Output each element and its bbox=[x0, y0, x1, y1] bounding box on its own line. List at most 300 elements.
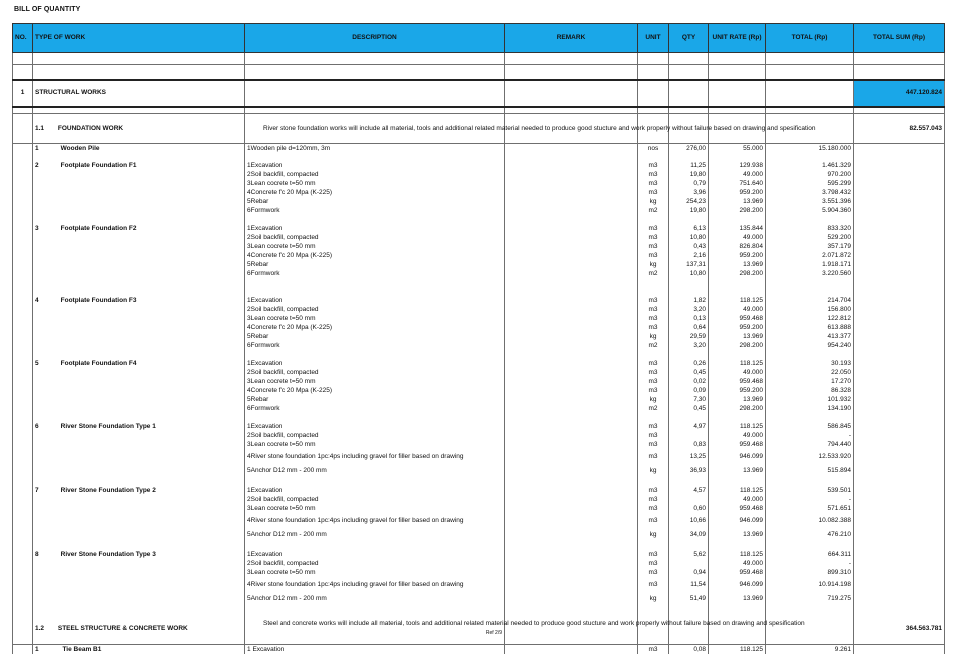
line-unit: m3 bbox=[638, 514, 669, 528]
line-qty: 3,20 bbox=[669, 342, 709, 351]
line-item-row bbox=[13, 378, 945, 387]
line-total: 613.888 bbox=[766, 324, 854, 333]
line-no: 3 bbox=[247, 243, 251, 251]
line-qty bbox=[669, 560, 709, 569]
line-unit: m3 bbox=[638, 171, 669, 180]
line-description bbox=[245, 243, 505, 252]
line-item-row bbox=[13, 592, 945, 606]
line-total: 134.190 bbox=[766, 405, 854, 414]
line-rate: 13.969 bbox=[709, 464, 766, 478]
section-title: STRUCTURAL WORKS bbox=[33, 80, 245, 107]
line-item-row bbox=[13, 369, 945, 378]
line-rate: 118.125 bbox=[709, 487, 766, 496]
line-item-row bbox=[13, 569, 945, 578]
line-rate: 129.938 bbox=[709, 162, 766, 171]
line-text: River stone foundation 1pc:4ps including gravel for filler based on drawing bbox=[250, 516, 464, 524]
line-item-row bbox=[13, 450, 945, 464]
line-rate: 959.200 bbox=[709, 189, 766, 198]
subsection-no: 1.2 bbox=[35, 624, 45, 632]
line-no: 5 bbox=[247, 261, 251, 269]
line-item-row bbox=[13, 225, 945, 234]
blank-row bbox=[13, 414, 945, 423]
line-text: Lean cocrete t=50 mm bbox=[250, 315, 316, 323]
line-qty: 51,49 bbox=[669, 592, 709, 606]
item-heading bbox=[33, 450, 245, 464]
line-no: 1 bbox=[247, 225, 251, 233]
line-description bbox=[245, 560, 505, 569]
line-no: 2 bbox=[247, 306, 251, 314]
line-no: 5 bbox=[247, 333, 251, 341]
blank-row bbox=[13, 216, 945, 225]
line-no: 1 bbox=[247, 645, 251, 653]
item-heading bbox=[33, 243, 245, 252]
subsection-heading bbox=[33, 613, 245, 645]
line-rate: 13.969 bbox=[709, 333, 766, 342]
line-qty: 0,26 bbox=[669, 360, 709, 369]
line-rate: 118.125 bbox=[709, 423, 766, 432]
line-text: Excavation bbox=[250, 360, 283, 368]
line-no: 2 bbox=[247, 171, 251, 179]
line-description bbox=[245, 360, 505, 369]
item-heading bbox=[33, 180, 245, 189]
item-heading bbox=[33, 505, 245, 514]
item-heading bbox=[33, 387, 245, 396]
line-item-row bbox=[13, 189, 945, 198]
line-rate: 118.125 bbox=[709, 297, 766, 306]
item-heading bbox=[33, 270, 245, 279]
line-qty: 3,20 bbox=[669, 306, 709, 315]
line-total: 970.200 bbox=[766, 171, 854, 180]
subsection-no: 1.1 bbox=[35, 124, 45, 132]
item-heading bbox=[33, 306, 245, 315]
line-no: 2 bbox=[247, 432, 251, 440]
item-heading bbox=[33, 198, 245, 207]
line-unit: m2 bbox=[638, 270, 669, 279]
document-title: BILL OF QUANTITY bbox=[14, 6, 81, 13]
line-rate: 13.969 bbox=[709, 198, 766, 207]
line-text: Excavation bbox=[250, 297, 283, 305]
line-total: 156.800 bbox=[766, 306, 854, 315]
line-rate: 959.200 bbox=[709, 252, 766, 261]
line-item-row bbox=[13, 578, 945, 592]
line-total: 15.180.000 bbox=[766, 144, 854, 153]
line-no: 1 bbox=[247, 144, 251, 152]
subsection-description bbox=[245, 613, 805, 645]
line-no: 5 bbox=[247, 198, 251, 206]
line-total: 954.240 bbox=[766, 342, 854, 351]
line-description bbox=[245, 315, 505, 324]
line-total: 17.270 bbox=[766, 378, 854, 387]
line-item-row bbox=[13, 342, 945, 351]
line-unit: m3 bbox=[638, 369, 669, 378]
line-text: Anchor D12 mm - 200 mm bbox=[250, 466, 327, 474]
item-heading bbox=[33, 396, 245, 405]
line-description bbox=[245, 333, 505, 342]
item-title: Footplate Foundation F2 bbox=[60, 225, 137, 233]
line-total: 899.310 bbox=[766, 569, 854, 578]
line-no: 1 bbox=[247, 360, 251, 368]
line-text: Soil backfill, compacted bbox=[250, 560, 319, 568]
line-rate: 826.804 bbox=[709, 243, 766, 252]
line-rate: 959.468 bbox=[709, 441, 766, 450]
line-description bbox=[245, 261, 505, 270]
header-remark: REMARK bbox=[505, 24, 638, 53]
line-qty: 0,43 bbox=[669, 243, 709, 252]
line-total: 86.328 bbox=[766, 387, 854, 396]
line-item-row bbox=[13, 162, 945, 171]
line-item-row bbox=[13, 333, 945, 342]
line-text: Rebar bbox=[250, 396, 269, 404]
item-no: 1 bbox=[35, 144, 39, 152]
line-description bbox=[245, 324, 505, 333]
line-unit: m3 bbox=[638, 297, 669, 306]
line-text: Lean cocrete t=50 mm bbox=[250, 441, 316, 449]
line-unit: m3 bbox=[638, 432, 669, 441]
header-type-of-work: TYPE OF WORK bbox=[33, 24, 245, 53]
item-no: 5 bbox=[35, 360, 39, 368]
line-description bbox=[245, 378, 505, 387]
line-text: Soil backfill, compacted bbox=[250, 234, 319, 242]
line-qty: 29,59 bbox=[669, 333, 709, 342]
line-total: 10.082.388 bbox=[766, 514, 854, 528]
line-no: 1 bbox=[247, 487, 251, 495]
line-qty: 254,23 bbox=[669, 198, 709, 207]
line-no: 1 bbox=[247, 551, 251, 559]
line-item-row bbox=[13, 270, 945, 279]
line-no: 4 bbox=[247, 580, 251, 588]
line-unit: m2 bbox=[638, 342, 669, 351]
line-no: 5 bbox=[247, 396, 251, 404]
blank-row bbox=[13, 279, 945, 288]
item-heading bbox=[33, 171, 245, 180]
line-description bbox=[245, 645, 505, 654]
line-total: 122.812 bbox=[766, 315, 854, 324]
line-qty: 137,31 bbox=[669, 261, 709, 270]
line-rate: 55.000 bbox=[709, 144, 766, 153]
line-unit: m3 bbox=[638, 180, 669, 189]
item-no: 6 bbox=[35, 423, 39, 431]
section-row bbox=[13, 80, 945, 107]
line-no: 3 bbox=[247, 180, 251, 188]
item-heading bbox=[33, 297, 245, 306]
line-qty: 0,60 bbox=[669, 505, 709, 514]
line-item-row bbox=[13, 297, 945, 306]
line-unit: m3 bbox=[638, 234, 669, 243]
line-qty: 0,08 bbox=[669, 645, 709, 654]
line-description bbox=[245, 528, 505, 542]
item-title: River Stone Foundation Type 2 bbox=[60, 487, 156, 495]
line-unit: kg bbox=[638, 528, 669, 542]
line-total: 476.210 bbox=[766, 528, 854, 542]
line-text: Soil backfill, compacted bbox=[250, 171, 319, 179]
line-qty: 19,80 bbox=[669, 207, 709, 216]
header-no: NO. bbox=[13, 24, 33, 53]
line-text: Formwork bbox=[250, 270, 280, 278]
line-rate: 118.125 bbox=[709, 645, 766, 654]
line-qty: 3,96 bbox=[669, 189, 709, 198]
line-unit: m3 bbox=[638, 315, 669, 324]
line-unit: m3 bbox=[638, 505, 669, 514]
item-heading bbox=[33, 369, 245, 378]
line-rate: 959.468 bbox=[709, 569, 766, 578]
line-description bbox=[245, 207, 505, 216]
line-rate: 959.200 bbox=[709, 387, 766, 396]
item-heading bbox=[33, 261, 245, 270]
subsection-description: River stone foundation works will include all material, tools and additional related material needed to produce good stucture and work properly without failure based on drawing and spesification bbox=[245, 114, 505, 144]
line-qty: 2,16 bbox=[669, 252, 709, 261]
line-qty: 0,79 bbox=[669, 180, 709, 189]
line-text: Formwork bbox=[250, 342, 280, 350]
line-item-row bbox=[13, 496, 945, 505]
line-total: 1.461.329 bbox=[766, 162, 854, 171]
line-no: 5 bbox=[247, 594, 251, 602]
line-unit: m3 bbox=[638, 252, 669, 261]
item-heading bbox=[33, 487, 245, 496]
line-qty: 4,97 bbox=[669, 423, 709, 432]
line-total: 833.320 bbox=[766, 225, 854, 234]
line-unit: m3 bbox=[638, 423, 669, 432]
line-no: 1 bbox=[247, 297, 251, 305]
line-description bbox=[245, 450, 505, 464]
header-total: TOTAL (Rp) bbox=[766, 24, 854, 53]
line-text: Soil backfill, compacted bbox=[250, 496, 319, 504]
line-qty: 10,80 bbox=[669, 234, 709, 243]
line-description bbox=[245, 270, 505, 279]
line-total: 12.533.920 bbox=[766, 450, 854, 464]
line-description bbox=[245, 505, 505, 514]
item-no: 1 bbox=[35, 645, 39, 653]
line-description bbox=[245, 441, 505, 450]
line-text: Excavation bbox=[250, 423, 283, 431]
line-text: Lean cocrete t=50 mm bbox=[250, 243, 316, 251]
line-qty: 5,62 bbox=[669, 551, 709, 560]
line-total: 664.311 bbox=[766, 551, 854, 560]
line-unit: nos bbox=[638, 144, 669, 153]
line-no: 2 bbox=[247, 496, 251, 504]
line-unit: m3 bbox=[638, 441, 669, 450]
line-unit: m3 bbox=[638, 450, 669, 464]
line-description bbox=[245, 180, 505, 189]
line-item-row bbox=[13, 432, 945, 441]
line-no: 2 bbox=[247, 369, 251, 377]
line-description bbox=[245, 234, 505, 243]
section-total-sum: 447.120.824 bbox=[854, 80, 945, 107]
header-description: DESCRIPTION bbox=[245, 24, 505, 53]
line-total: 3.551.396 bbox=[766, 198, 854, 207]
line-total: - bbox=[766, 560, 854, 569]
line-qty: 0,83 bbox=[669, 441, 709, 450]
line-text: Concrete f'c 20 Mpa (K-225) bbox=[250, 324, 333, 332]
line-text: Excavation bbox=[252, 645, 285, 653]
line-item-row bbox=[13, 514, 945, 528]
item-heading bbox=[33, 645, 245, 654]
line-item-row bbox=[13, 252, 945, 261]
line-text: Concrete f'c 20 Mpa (K-225) bbox=[250, 252, 333, 260]
line-total: 5.904.360 bbox=[766, 207, 854, 216]
item-title: Footplate Foundation F1 bbox=[60, 162, 137, 170]
item-heading bbox=[33, 551, 245, 560]
line-unit: m3 bbox=[638, 162, 669, 171]
subsection-row bbox=[13, 114, 945, 144]
line-total: 22.050 bbox=[766, 369, 854, 378]
line-description bbox=[245, 144, 505, 153]
subsection-total-sum: 364.563.781 bbox=[854, 613, 945, 645]
line-total: 539.501 bbox=[766, 487, 854, 496]
line-text: Concrete f'c 20 Mpa (K-225) bbox=[250, 189, 333, 197]
item-heading bbox=[33, 592, 245, 606]
line-text: Excavation bbox=[250, 487, 283, 495]
line-description bbox=[245, 252, 505, 261]
line-item-row bbox=[13, 234, 945, 243]
line-description bbox=[245, 569, 505, 578]
line-unit: m3 bbox=[638, 560, 669, 569]
line-total: 2.071.872 bbox=[766, 252, 854, 261]
line-no: 3 bbox=[247, 378, 251, 386]
line-description bbox=[245, 297, 505, 306]
page-reference: Ref 2/9 bbox=[485, 630, 502, 637]
line-description bbox=[245, 306, 505, 315]
item-heading bbox=[33, 528, 245, 542]
line-text: Excavation bbox=[250, 162, 283, 170]
line-unit: m3 bbox=[638, 387, 669, 396]
line-text: Lean cocrete t=50 mm bbox=[250, 180, 316, 188]
line-no: 4 bbox=[247, 189, 251, 197]
header-unit: UNIT bbox=[638, 24, 669, 53]
line-description bbox=[245, 592, 505, 606]
line-text: Soil backfill, compacted bbox=[250, 369, 319, 377]
line-unit: m3 bbox=[638, 578, 669, 592]
line-item-row bbox=[13, 324, 945, 333]
line-rate: 13.969 bbox=[709, 261, 766, 270]
item-heading bbox=[33, 360, 245, 369]
line-text: Soil backfill, compacted bbox=[250, 432, 319, 440]
line-no: 6 bbox=[247, 270, 251, 278]
line-total: 3.220.560 bbox=[766, 270, 854, 279]
line-qty: 0,09 bbox=[669, 387, 709, 396]
line-rate: 959.468 bbox=[709, 505, 766, 514]
blank-row bbox=[13, 53, 945, 65]
item-title: Tie Beam B1 bbox=[62, 645, 102, 653]
line-text: Lean cocrete t=50 mm bbox=[250, 378, 316, 386]
line-unit: m3 bbox=[638, 360, 669, 369]
line-text: Rebar bbox=[250, 198, 269, 206]
line-total: 719.275 bbox=[766, 592, 854, 606]
item-no: 3 bbox=[35, 225, 39, 233]
line-description bbox=[245, 387, 505, 396]
item-heading bbox=[33, 578, 245, 592]
line-text: River stone foundation 1pc:4ps including gravel for filler based on drawing bbox=[250, 452, 464, 460]
line-item-row bbox=[13, 180, 945, 189]
line-description bbox=[245, 189, 505, 198]
item-heading bbox=[33, 342, 245, 351]
line-unit: m3 bbox=[638, 645, 669, 654]
line-qty: 34,09 bbox=[669, 528, 709, 542]
line-text: Excavation bbox=[250, 225, 283, 233]
line-total: 9.261 bbox=[766, 645, 854, 654]
line-no: 5 bbox=[247, 530, 251, 538]
line-unit: m3 bbox=[638, 496, 669, 505]
line-item-row bbox=[13, 560, 945, 569]
line-rate: 49.000 bbox=[709, 496, 766, 505]
line-no: 1 bbox=[247, 423, 251, 431]
header-row bbox=[13, 24, 945, 53]
line-no: 4 bbox=[247, 324, 251, 332]
item-heading bbox=[33, 441, 245, 450]
item-heading bbox=[33, 569, 245, 578]
line-description bbox=[245, 198, 505, 207]
line-unit: m3 bbox=[638, 569, 669, 578]
line-rate: 298.200 bbox=[709, 405, 766, 414]
line-item-row bbox=[13, 315, 945, 324]
header-total-sum: TOTAL SUM (Rp) bbox=[854, 24, 945, 53]
blank-row bbox=[13, 65, 945, 80]
line-rate: 946.099 bbox=[709, 450, 766, 464]
line-rate: 13.969 bbox=[709, 592, 766, 606]
line-total: - bbox=[766, 496, 854, 505]
line-item-row bbox=[13, 171, 945, 180]
line-no: 2 bbox=[247, 560, 251, 568]
line-text: Wooden pile d=120mm, 3m bbox=[250, 144, 331, 152]
line-text: Rebar bbox=[250, 261, 269, 269]
line-qty: 0,13 bbox=[669, 315, 709, 324]
line-item-row bbox=[13, 360, 945, 369]
line-unit: kg bbox=[638, 198, 669, 207]
line-item-row bbox=[13, 396, 945, 405]
item-title: Wooden Pile bbox=[60, 144, 100, 152]
line-text: Formwork bbox=[250, 207, 280, 215]
section-no: 1 bbox=[13, 80, 33, 107]
line-rate: 298.200 bbox=[709, 270, 766, 279]
blank-row bbox=[13, 478, 945, 487]
line-qty: 6,13 bbox=[669, 225, 709, 234]
line-item-row bbox=[13, 387, 945, 396]
line-no: 6 bbox=[247, 207, 251, 215]
line-unit: m2 bbox=[638, 207, 669, 216]
subsection-title: FOUNDATION WORK bbox=[57, 124, 124, 132]
line-unit: m3 bbox=[638, 225, 669, 234]
line-text: Excavation bbox=[250, 551, 283, 559]
line-qty: 0,94 bbox=[669, 569, 709, 578]
line-no: 1 bbox=[247, 162, 251, 170]
line-unit: m3 bbox=[638, 487, 669, 496]
line-qty: 7,30 bbox=[669, 396, 709, 405]
line-rate: 49.000 bbox=[709, 306, 766, 315]
item-no: 7 bbox=[35, 487, 39, 495]
line-qty: 0,45 bbox=[669, 369, 709, 378]
blank-row bbox=[13, 351, 945, 360]
line-description bbox=[245, 396, 505, 405]
line-item-row bbox=[13, 487, 945, 496]
item-heading bbox=[33, 378, 245, 387]
line-qty: 276,00 bbox=[669, 144, 709, 153]
line-rate: 298.200 bbox=[709, 342, 766, 351]
line-text: Lean cocrete t=50 mm bbox=[250, 569, 316, 577]
item-heading bbox=[33, 432, 245, 441]
line-total: 529.200 bbox=[766, 234, 854, 243]
line-rate: 298.200 bbox=[709, 207, 766, 216]
line-qty: 0,02 bbox=[669, 378, 709, 387]
line-total: 794.440 bbox=[766, 441, 854, 450]
line-rate: 118.125 bbox=[709, 551, 766, 560]
line-rate: 118.125 bbox=[709, 360, 766, 369]
bill-of-quantity-table bbox=[12, 23, 945, 654]
line-no: 3 bbox=[247, 505, 251, 513]
line-rate: 946.099 bbox=[709, 578, 766, 592]
line-no: 3 bbox=[247, 441, 251, 449]
item-heading bbox=[33, 315, 245, 324]
line-item-row bbox=[13, 464, 945, 478]
line-total: 3.798.432 bbox=[766, 189, 854, 198]
